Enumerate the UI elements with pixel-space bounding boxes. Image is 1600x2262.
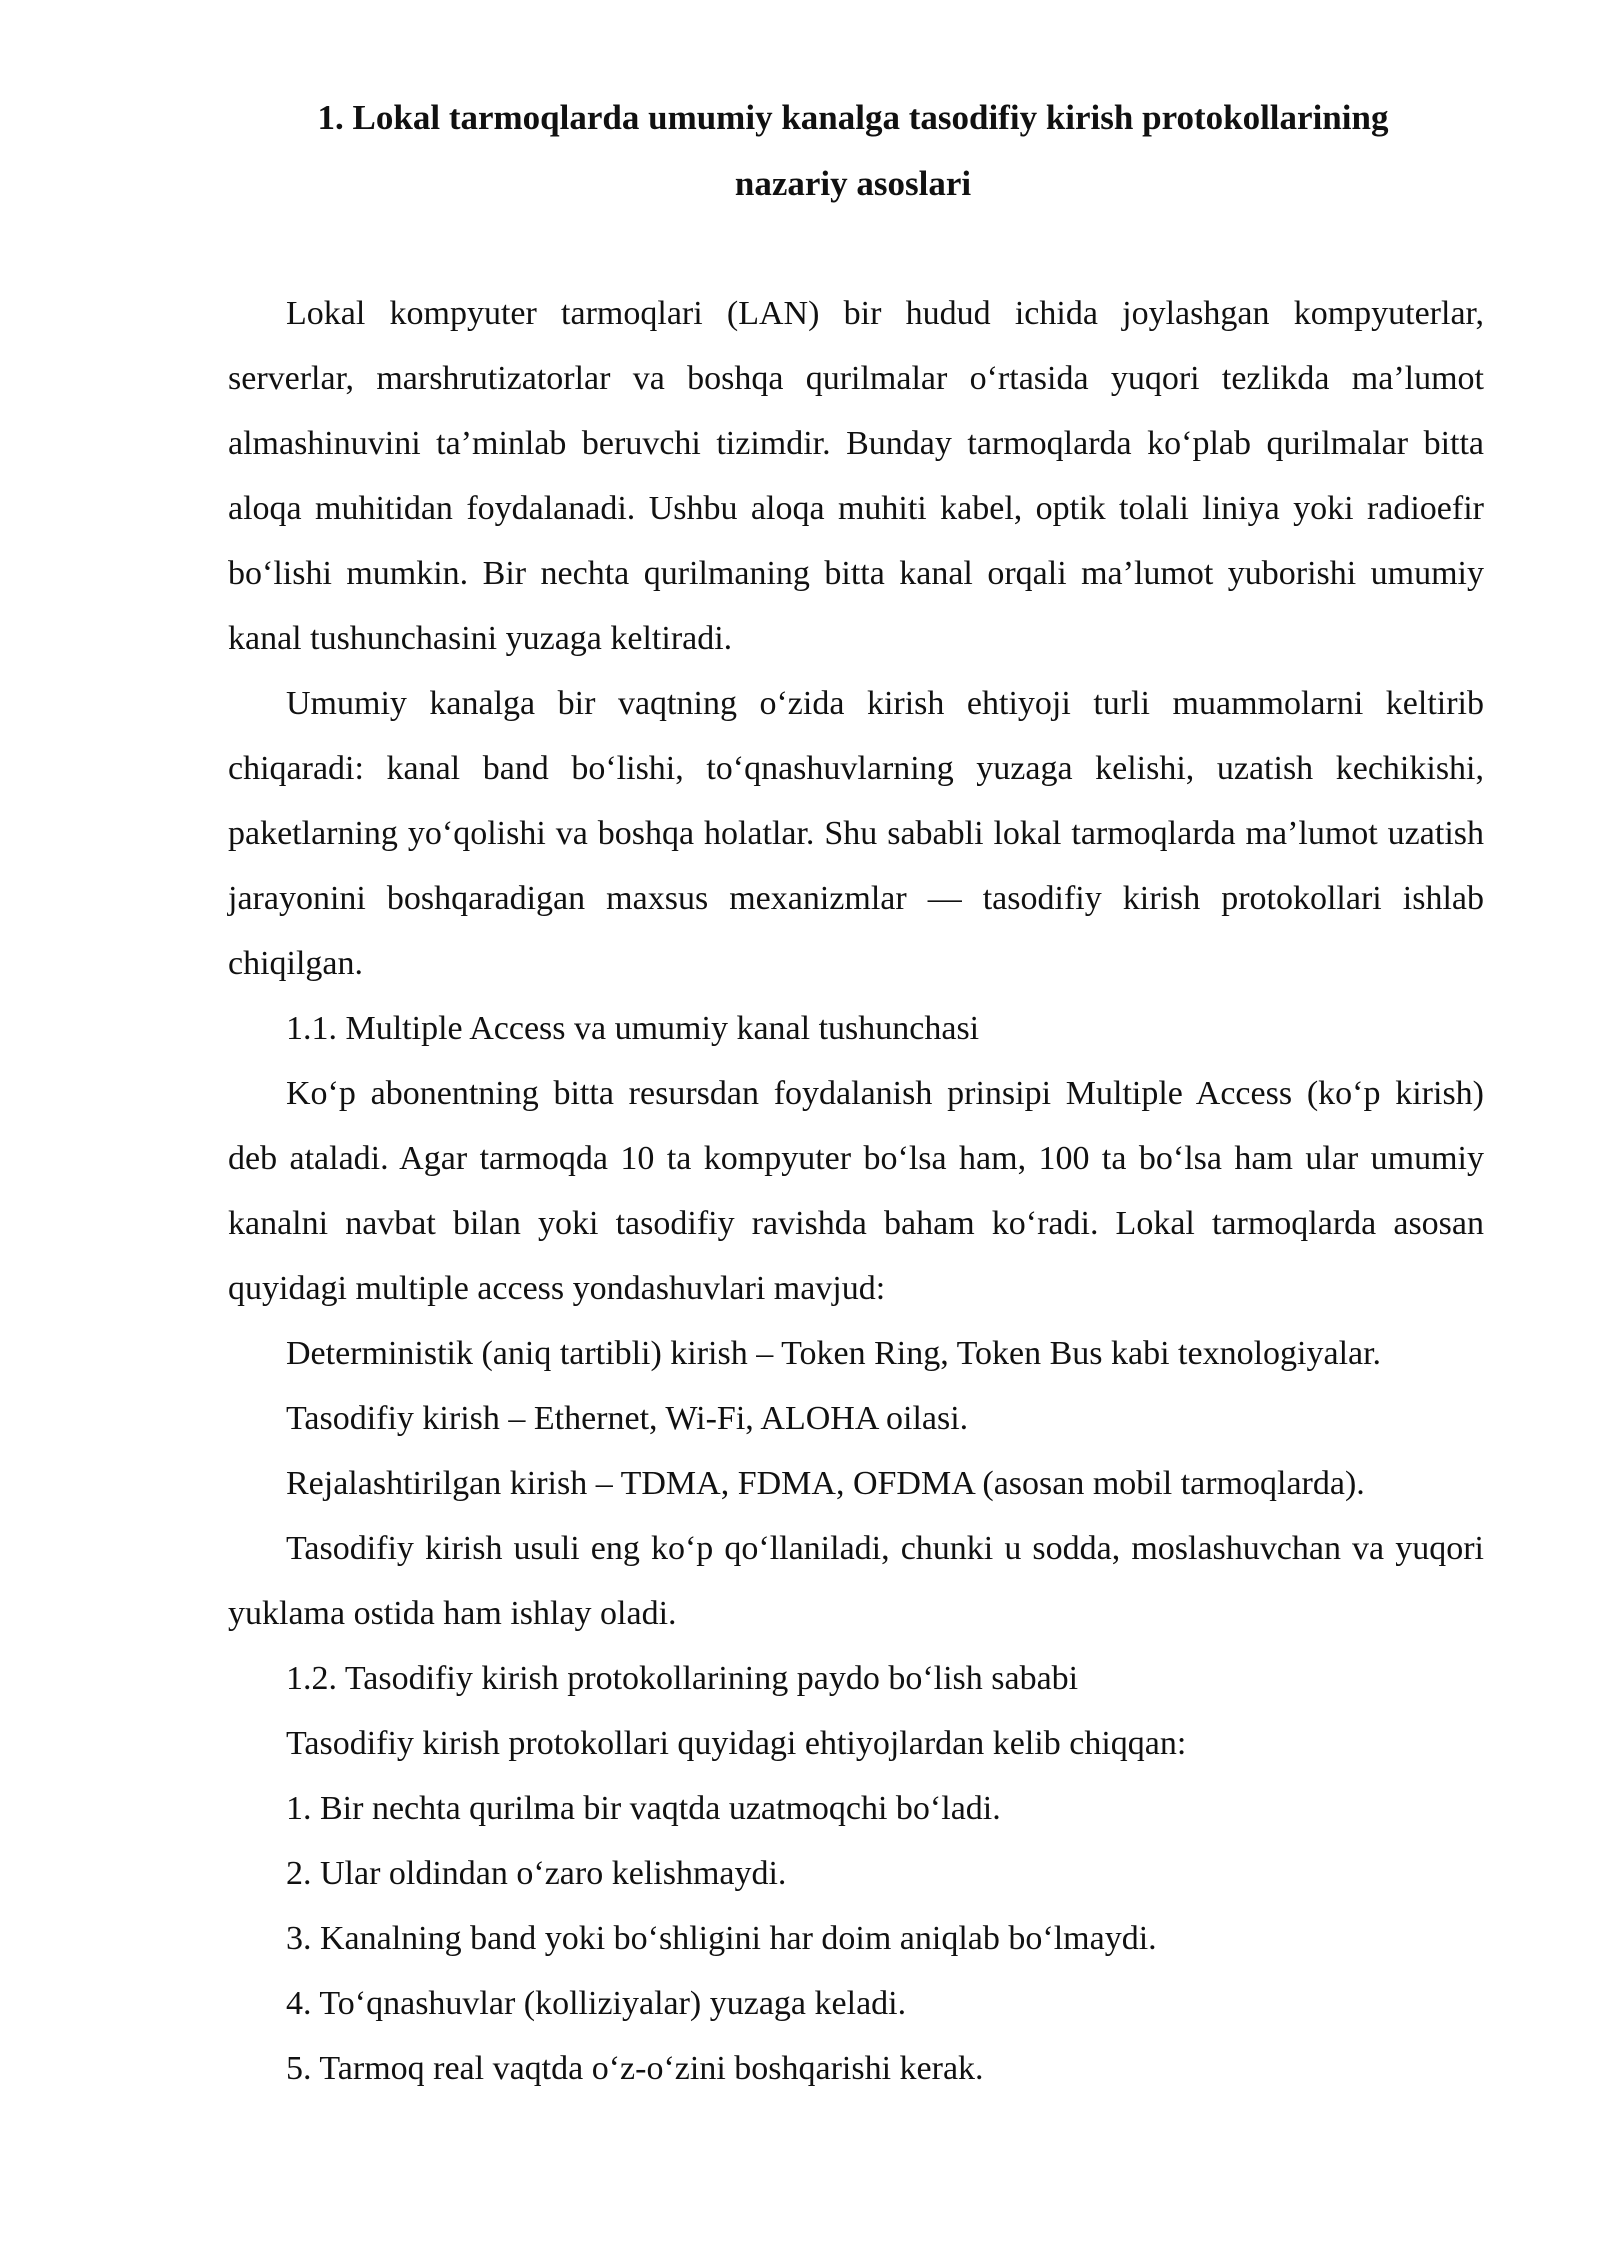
paragraph-lan-intro: Lokal kompyuter tarmoqlari (LAN) bir hudud ichida joylashgan kompyuterlar, serverlar, marshrutizatorlar va boshqa qurilmalar o‘rtasida yuqori tezlikda ma’lumot almashinuvini ta’minlab beruvchi tizimdir. Bunday tarmoqlarda ko‘plab qurilmalar bitta aloqa muhitidan foydalanadi. Ushbu aloqa muhiti kabel, optik tolali liniya yoki radioefir bo‘lishi mumkin. Bir nechta qurilmaning bitta kanal orqali ma’lumot yuborishi umumiy kanal tushunchasini yuzaga keltiradi. bbox=[228, 295, 1484, 657]
paragraph-shared-channel-problems: Umumiy kanalga bir vaqtning o‘zida kirish ehtiyoji turli muammolarni keltirib chiqaradi: kanal band bo‘lishi, to‘qnashuvlarning yuzaga kelishi, uzatish kechikishi, paketlarning yo‘qolishi va boshqa holatlar. Shu sababli lokal tarmoqlarda ma’lumot uzatish jarayonini boshqaradigan maxsus mexanizmlar — tasodifiy kirish protokollari ishlab chiqilgan. bbox=[228, 685, 1484, 982]
document-body bbox=[228, 281, 1484, 2101]
section-heading-1-1: 1.1. Multiple Access va umumiy kanal tushunchasi bbox=[286, 1010, 980, 1047]
section-heading-1-2: 1.2. Tasodifiy kirish protokollarining paydo bo‘lish sababi bbox=[286, 1660, 1079, 1697]
paragraph-multiple-access: Ko‘p abonentning bitta resursdan foydalanish prinsipi Multiple Access (ko‘p kirish) deb ataladi. Agar tarmoqda 10 ta kompyuter bo‘lsa ham, 100 ta bo‘lsa ham ular umumiy kanalni navbat bilan yoki tasodifiy ravishda baham ko‘radi. Lokal tarmoqlarda asosan quyidagi multiple access yondashuvlari mavjud: bbox=[228, 1075, 1484, 1307]
list-item-scheduled: Rejalashtirilgan kirish – TDMA, FDMA, OFDMA (asosan mobil tarmoqlarda). bbox=[286, 1465, 1365, 1502]
list-item-need-5: 5. Tarmoq real vaqtda o‘z-o‘zini boshqarishi kerak. bbox=[286, 2050, 984, 2087]
document-title-line-1: 1. Lokal tarmoqlarda umumiy kanalga tasodifiy kirish protokollarining bbox=[317, 98, 1389, 137]
document-title-line-2: nazariy asoslari bbox=[734, 164, 972, 203]
paragraph-needs-intro: Tasodifiy kirish protokollari quyidagi ehtiyojlardan kelib chiqqan: bbox=[286, 1725, 1187, 1762]
list-item-need-1: 1. Bir nechta qurilma bir vaqtda uzatmoqchi bo‘ladi. bbox=[286, 1790, 1001, 1827]
list-item-random: Tasodifiy kirish – Ethernet, Wi-Fi, ALOHA oilasi. bbox=[286, 1400, 969, 1437]
list-item-deterministic: Deterministik (aniq tartibli) kirish – Token Ring, Token Bus kabi texnologiyalar. bbox=[286, 1335, 1382, 1372]
list-item-need-2: 2. Ular oldindan o‘zaro kelishmaydi. bbox=[286, 1855, 787, 1892]
list-item-need-3: 3. Kanalning band yoki bo‘shligini har doim aniqlab bo‘lmaydi. bbox=[286, 1920, 1157, 1957]
paragraph-random-access-usage: Tasodifiy kirish usuli eng ko‘p qo‘llaniladi, chunki u sodda, moslashuvchan va yuqori yuklama ostida ham ishlay oladi. bbox=[228, 1530, 1484, 1632]
list-item-need-4: 4. To‘qnashuvlar (kolliziyalar) yuzaga keladi. bbox=[286, 1985, 907, 2022]
